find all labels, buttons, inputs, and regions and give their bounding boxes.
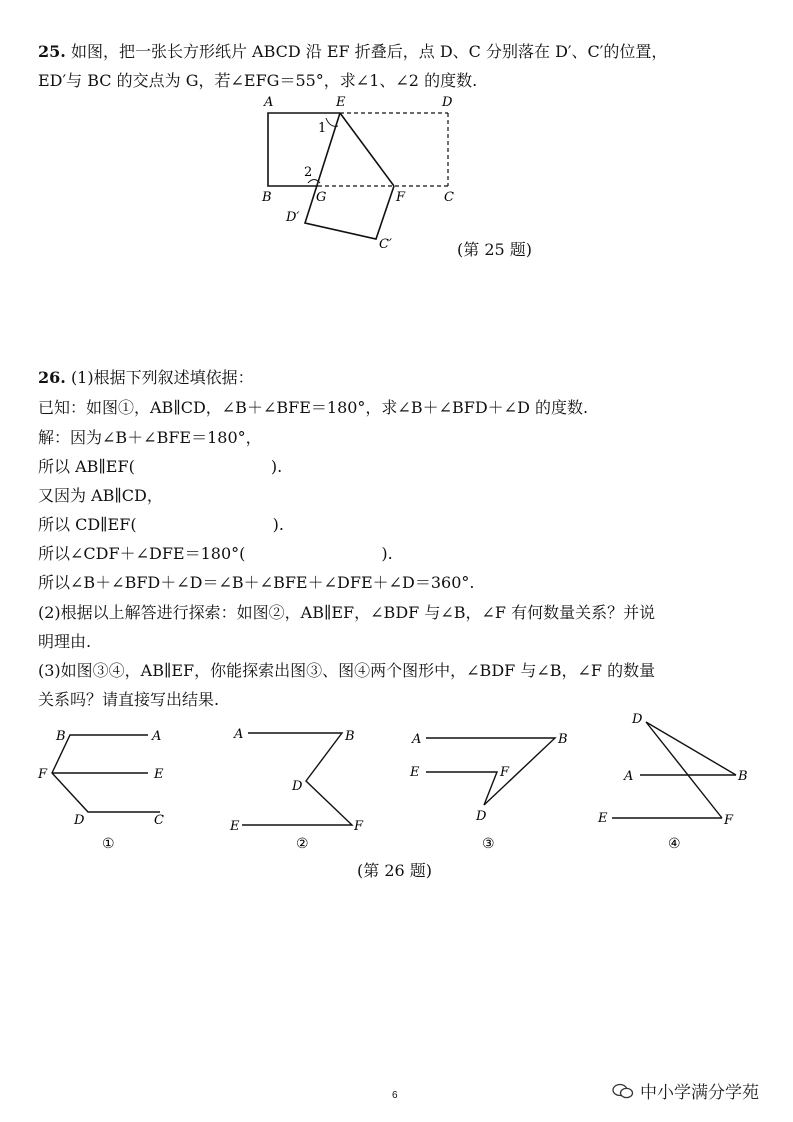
fig4-path [646, 722, 736, 818]
label-b: B [262, 190, 272, 205]
fig1-label-d: D [74, 813, 85, 828]
q26-line-7-end: ). [381, 544, 393, 563]
fig-num-2: ② [296, 836, 309, 852]
label-a: A [264, 95, 274, 110]
q25-caption: (第 25 题) [457, 240, 533, 259]
fig1-label-e: E [154, 767, 164, 782]
label-g: G [316, 190, 327, 205]
q26-line-11: (3)如图③④，AB∥EF，你能探索出图③、图④两个图形中，∠BDF 与∠B，∠F 的数量 [38, 661, 656, 680]
q26-line-4-start: 所以 AB∥EF( [38, 457, 135, 476]
label-angle-2: 2 [304, 165, 313, 180]
fig3-label-e: E [410, 765, 420, 780]
fig2-label-a: A [234, 727, 244, 742]
fig2-label-d: D [292, 779, 303, 794]
label-d-prime: D′ [286, 210, 300, 225]
fig4-label-e: E [598, 811, 608, 826]
label-d: D [442, 95, 453, 110]
fig2-label-f: F [354, 819, 364, 834]
q26-line-10: 明理由. [38, 632, 92, 651]
q26-line-9: (2)根据以上解答进行探索：如图②，AB∥EF，∠BDF 与∠B，∠F 有何数量关系？并说 [38, 603, 656, 622]
label-c-prime: C′ [379, 237, 392, 252]
fig3-label-f: F [500, 765, 510, 780]
q26-line-2: 已知：如图①，AB∥CD，∠B＋∠BFE＝180°，求∠B＋∠BFD＋∠D 的度数. [38, 398, 589, 417]
fig4-label-d: D [632, 712, 643, 727]
fig-num-1: ① [102, 836, 115, 852]
fig2-label-b: B [345, 729, 355, 744]
q26-line-5: 又因为 AB∥CD， [38, 486, 163, 505]
q26-line-6-end: ). [272, 515, 284, 534]
q26-number: 26. [38, 368, 66, 387]
q25-line-2: ED′与 BC 的交点为 G，若∠EFG＝55°，求∠1、∠2 的度数. [38, 71, 478, 90]
label-angle-1: 1 [318, 121, 327, 136]
fig2-label-e: E [230, 819, 240, 834]
q26-line-8: 所以∠B＋∠BFD＋∠D＝∠B＋∠BFE＋∠DFE＋∠D＝360°. [38, 573, 475, 592]
q26-caption: (第 26 题) [357, 861, 433, 880]
fig3-label-b: B [558, 732, 568, 747]
q26-text-1: (1)根据下列叙述填依据： [70, 368, 254, 387]
q26-line-7-start: 所以∠CDF＋∠DFE＝180°( [38, 544, 246, 563]
q26-line-4-end: ). [270, 457, 283, 476]
fig1-label-b: B [56, 729, 66, 744]
label-c: C [444, 190, 454, 205]
fig4-label-a: A [624, 769, 634, 784]
fig4-label-f: F [724, 813, 734, 828]
fig1-label-c: C [154, 813, 164, 828]
watermark [612, 1078, 759, 1103]
fig3-label-d: D [476, 809, 487, 824]
wechat-icon [612, 1082, 634, 1100]
q26-line-12: 关系吗？请直接写出结果. [38, 690, 220, 709]
q26-line-3: 解：因为∠B＋∠BFE＝180°， [38, 428, 262, 447]
fig1-label-a: A [152, 729, 162, 744]
fig3-label-a: A [412, 732, 422, 747]
label-e: E [336, 95, 346, 110]
q25-number: 25. [38, 42, 66, 61]
fig-num-4: ④ [668, 836, 681, 852]
fig-num-3: ③ [482, 836, 495, 852]
fig1-label-f: F [38, 767, 48, 782]
page-number: 6 [392, 1090, 398, 1101]
fig4-label-b: B [738, 769, 748, 784]
q26-line-6-start: 所以 CD∥EF( [38, 515, 137, 534]
fig3-path [426, 738, 555, 805]
q25-text-1: 如图，把一张长方形纸片 ABCD 沿 EF 折叠后，点 D、C 分别落在 D′、C′的位置， [70, 42, 668, 61]
label-f: F [396, 190, 406, 205]
watermark-text: 中小学满分学苑 [640, 1083, 759, 1103]
